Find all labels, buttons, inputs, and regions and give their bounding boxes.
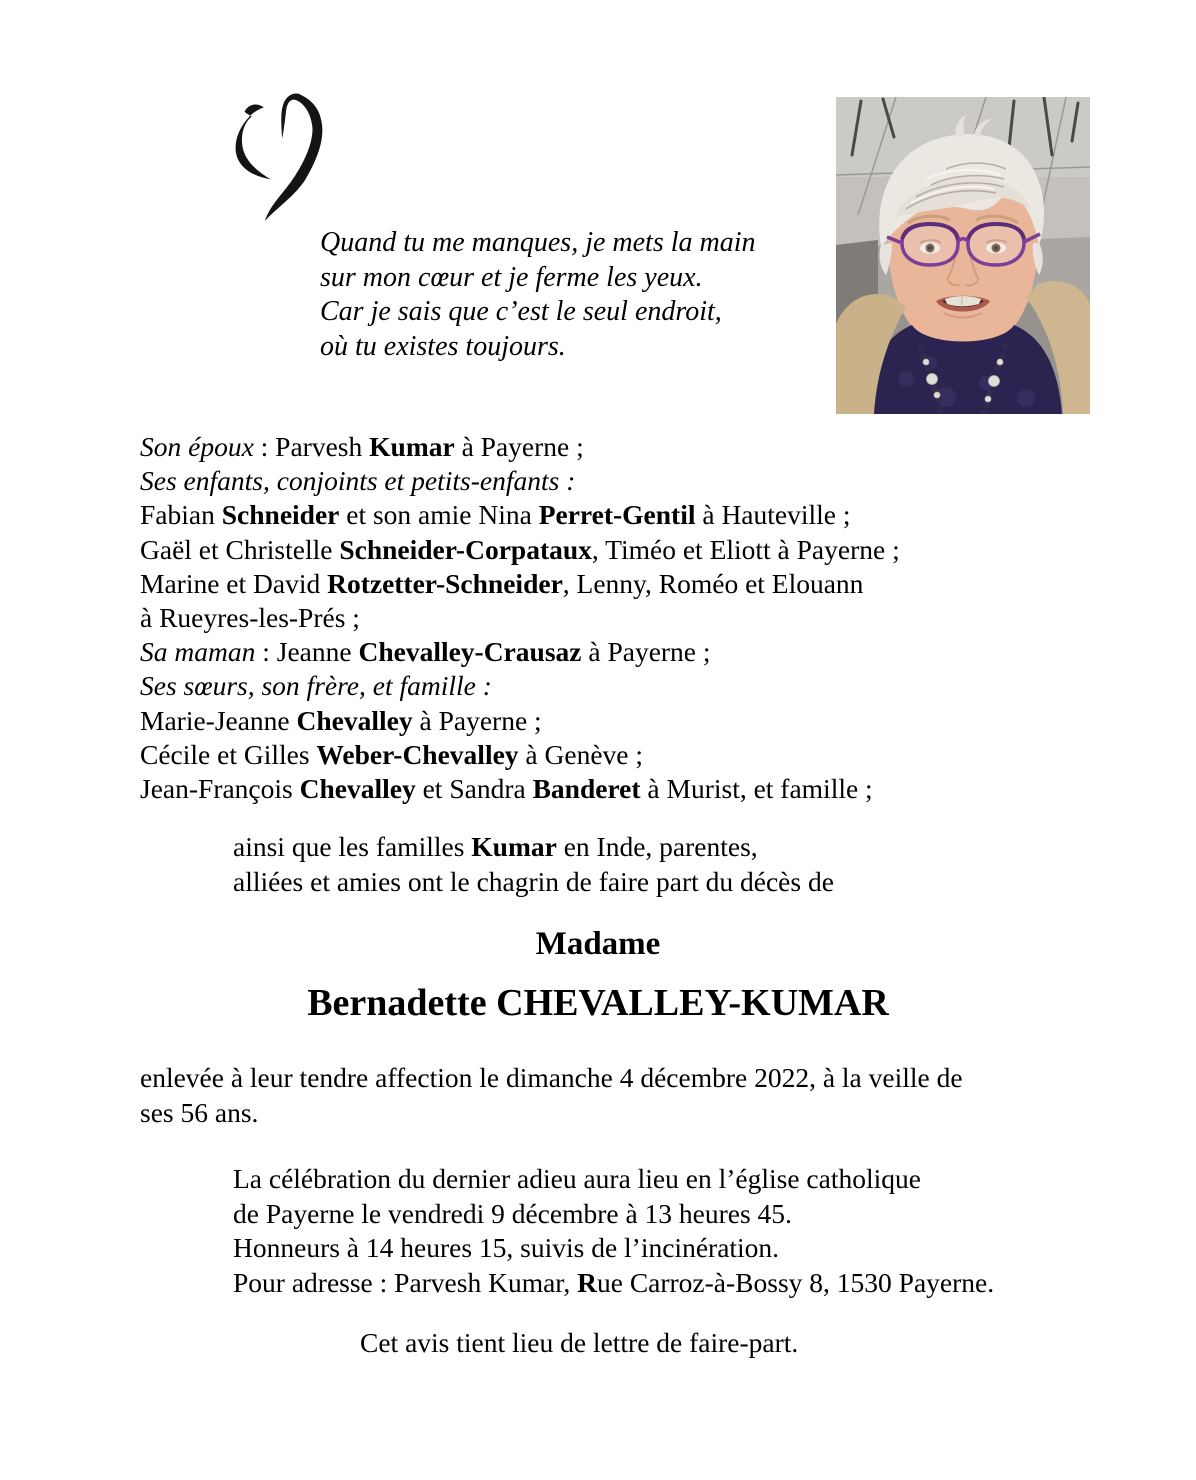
deceased-name: Bernadette CHEVALLEY-KUMAR xyxy=(307,982,889,1024)
text-segment: Chevalley xyxy=(296,704,413,736)
text-line xyxy=(320,226,756,261)
text-segment: Kumar xyxy=(369,431,455,462)
ceremony-details xyxy=(233,1162,994,1300)
text-line xyxy=(140,1060,963,1095)
text-segment: à Genève ; xyxy=(518,738,643,770)
text-line xyxy=(140,601,900,635)
memorial-quote xyxy=(320,226,756,364)
family-announcement-list xyxy=(140,430,900,806)
text-segment: Honneurs à 14 heures 15, suivis de l’incinération. xyxy=(233,1232,780,1263)
text-line xyxy=(320,330,756,365)
portrait-photo xyxy=(836,97,1090,414)
text-segment: à Rueyres-les-Prés ; xyxy=(140,602,360,634)
text-segment: Chevalley-Crausaz xyxy=(358,636,582,668)
text-segment: à Payerne ; xyxy=(454,431,584,462)
heart-left-stroke xyxy=(236,104,271,179)
text-line xyxy=(233,1231,994,1266)
text-line xyxy=(140,430,900,464)
text-segment: Kumar xyxy=(471,831,557,862)
text-line xyxy=(140,635,900,669)
salutation-title: Madame xyxy=(535,926,661,962)
heart-right-stroke xyxy=(265,93,323,220)
text-segment: de Payerne le vendredi 9 décembre à 13 heures 45. xyxy=(233,1197,792,1229)
text-segment: enlevée à leur tendre affection le dimanche 4 décembre 2022, à la veille de xyxy=(140,1062,963,1093)
text-line xyxy=(140,772,900,806)
text-segment: à Payerne ; xyxy=(581,636,711,668)
text-segment: Quand tu me manques, je mets la main xyxy=(320,227,756,258)
text-segment: Marie-Jeanne xyxy=(140,704,297,736)
text-segment: Gaël et Christelle xyxy=(140,533,340,565)
text-line xyxy=(233,1266,994,1301)
announcement-intro xyxy=(233,829,834,899)
text-segment: à Payerne ; xyxy=(412,704,542,736)
text-line xyxy=(233,1162,994,1197)
text-segment: Chevalley xyxy=(299,773,416,805)
text-segment: ainsi que les familles xyxy=(233,831,472,862)
heart-icon xyxy=(224,86,326,228)
text-segment: Son époux xyxy=(140,431,254,462)
text-segment: Jean-François xyxy=(140,773,300,805)
text-line xyxy=(140,464,900,498)
text-segment: et son amie Nina xyxy=(339,499,539,531)
text-segment: Sa maman xyxy=(140,636,256,668)
text-segment: à Hauteville ; xyxy=(695,499,851,531)
text-segment: Cécile et Gilles xyxy=(140,738,317,770)
text-segment: Ses sœurs, son frère, et famille : xyxy=(140,670,492,702)
text-line xyxy=(233,829,834,864)
text-segment: Pour adresse : Parvesh Kumar, xyxy=(233,1266,578,1298)
text-segment: : Jeanne xyxy=(255,636,359,668)
text-segment: Banderet xyxy=(532,773,641,805)
text-segment: sur mon cœur et je ferme les yeux. xyxy=(320,261,703,293)
closing-line: Cet avis tient lieu de lettre de faire-part. xyxy=(360,1327,799,1358)
text-line xyxy=(140,704,900,738)
text-line xyxy=(140,1095,963,1130)
text-line xyxy=(140,669,900,703)
text-segment: ue Carroz-à-Bossy 8, 1530 Payerne. xyxy=(596,1266,995,1298)
text-segment: Car je sais que c’est le seul endroit, xyxy=(320,296,722,327)
text-line xyxy=(233,1197,994,1232)
text-line xyxy=(320,295,756,330)
text-segment: ses 56 ans. xyxy=(140,1097,259,1128)
text-segment: Schneider-Corpataux xyxy=(339,533,592,565)
text-segment: , Lenny, Roméo et Elouann xyxy=(562,567,864,599)
text-segment: où tu existes toujours. xyxy=(320,330,566,362)
text-segment: R xyxy=(577,1266,597,1298)
text-segment: Marine et David xyxy=(140,567,328,599)
text-segment: La célébration du dernier adieu aura lieu en l’église catholique xyxy=(233,1163,921,1194)
text-segment: Fabian xyxy=(140,499,222,531)
text-line xyxy=(140,567,900,601)
text-segment: et Sandra xyxy=(415,773,533,805)
text-segment: Rotzetter-Schneider xyxy=(327,567,563,599)
text-line xyxy=(233,864,834,899)
death-notice xyxy=(140,1060,963,1130)
text-line xyxy=(140,738,900,772)
text-segment: alliées et amies ont le chagrin de faire part du décès de xyxy=(233,866,834,897)
text-segment: à Murist, et famille ; xyxy=(640,773,873,805)
text-segment: , Timéo et Eliott à Payerne ; xyxy=(591,533,900,565)
text-segment: en Inde, parentes, xyxy=(556,831,758,862)
text-segment: Schneider xyxy=(221,499,340,531)
text-line xyxy=(320,261,756,296)
text-line xyxy=(140,533,900,567)
text-segment: Weber-Chevalley xyxy=(316,738,519,770)
text-segment: Ses enfants, conjoints et petits-enfants : xyxy=(140,465,576,497)
text-line xyxy=(140,498,900,532)
text-segment: : Parvesh xyxy=(253,431,370,462)
text-segment: Perret-Gentil xyxy=(538,499,696,531)
